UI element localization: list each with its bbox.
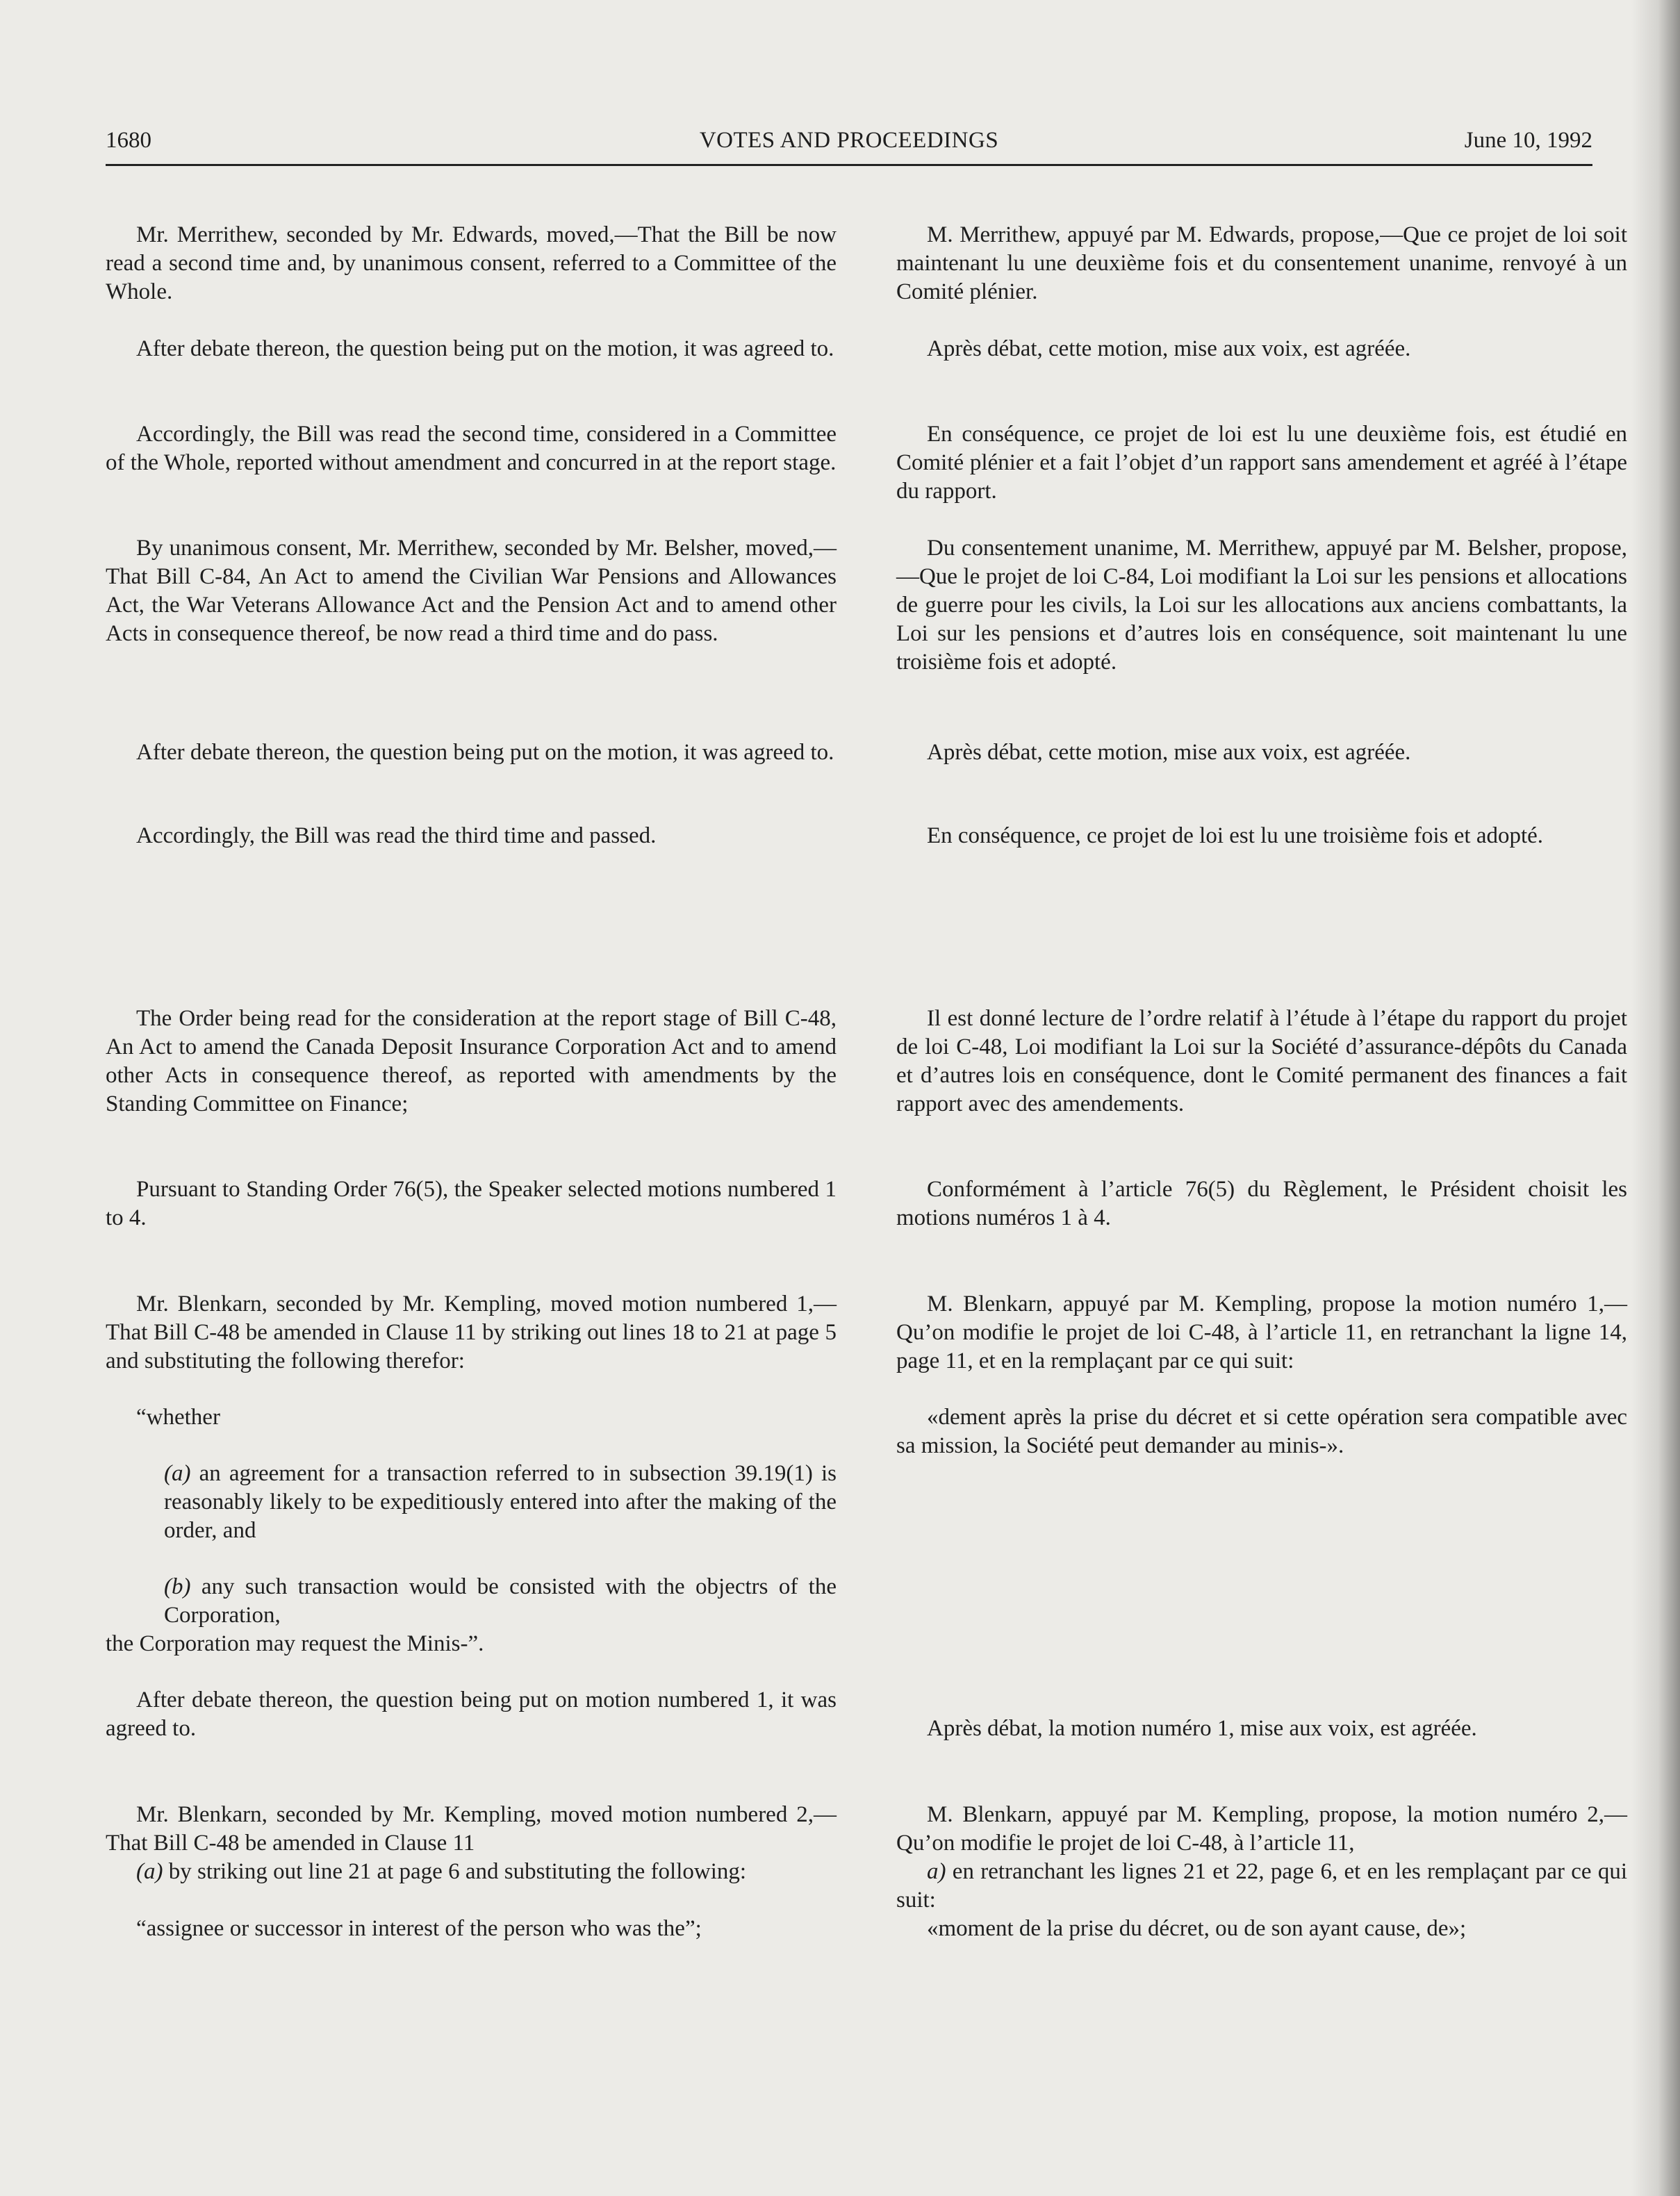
fr-item-a — [896, 1858, 1627, 1915]
fr-paragraph-7: Il est donné lecture de l’ordre relatif à l’étude à l’étape du rapport du projet de loi C-48, Loi modifiant la Loi sur la Société d’assurance-dépôts du Canada et d’autres lois en conséquence, dont le Comité permanent des finances a fait rapport avec des amendements. — [896, 1006, 1627, 1116]
en-paragraph-14: After debate thereon, the question being put on motion numbered 1, it was agreed to. — [106, 1687, 837, 1741]
en-subitem-b — [164, 1573, 837, 1630]
en-paragraph-6: Accordingly, the Bill was read the third time and passed. — [136, 823, 657, 848]
fr-item-a-text: en retranchant les lignes 21 et 22, page 6, et en les remplaçant par ce qui suit: — [896, 1859, 1628, 1913]
en-paragraph-4: By unanimous consent, Mr. Merrithew, seconded by Mr. Belsher, moved,—That Bill C-84, An Act to amend the Civilian War Pensions and Allowances Act, the War Veterans Allowance Act and the Pension Act and to amend other Acts in consequence thereof, be now read a third time and do pass. — [106, 536, 837, 646]
fr-paragraph-11: Après débat, la motion numéro 1, mise aux voix, est agréée. — [927, 1716, 1477, 1741]
en-item-a-label: (a) — [136, 1859, 163, 1884]
fr-item-a-label: a) — [927, 1859, 946, 1884]
en-subitem-a-text: an agreement for a transaction referred to in subsection 39.19(1) is reasonably likely to be expeditiously entered into after the making of the order, and — [164, 1461, 837, 1543]
fr-paragraph-12: M. Blenkarn, appuyé par M. Kempling, propose, la motion numéro 2,—Qu’on modifie le projet de loi C-48, à l’article 11, — [896, 1802, 1627, 1856]
fr-paragraph-5: Après débat, cette motion, mise aux voix, est agréée. — [927, 740, 1411, 765]
running-title: VOTES AND PROCEEDINGS — [699, 128, 999, 153]
en-paragraph-2: After debate thereon, the question being put on the motion, it was agreed to. — [136, 336, 834, 361]
fr-paragraph-14: «moment de la prise du décret, ou de son ayant cause, de»; — [927, 1916, 1467, 1941]
fr-paragraph-6: En conséquence, ce projet de loi est lu une troisième fois et adopté. — [927, 823, 1544, 848]
en-subitem-a-label: (a) — [164, 1461, 191, 1486]
fr-paragraph-8: Conformément à l’article 76(5) du Règlement, le Président choisit les motions numéros 1 à 4. — [896, 1177, 1627, 1230]
fr-paragraph-4: Du consentement unanime, M. Merrithew, appuyé par M. Belsher, propose,—Que le projet de loi C-84, Loi modifiant la Loi sur les pensions et allocations de guerre pour les civils, la Loi sur les allocations aux anciens combattants, la Loi sur les pensions et d’autres lois en conséquence, soit maintenant lu une troisième fois et adopté. — [896, 536, 1627, 675]
fr-paragraph-10: «dement après la prise du décret et si cette opération sera compatible avec sa mission, la Société peut demander au minis-». — [896, 1405, 1627, 1458]
en-paragraph-17: “assignee or successor in interest of the person who was the”; — [136, 1916, 702, 1941]
en-paragraph-15: Mr. Blenkarn, seconded by Mr. Kempling, moved motion numbered 2,—That Bill C-48 be amended in Clause 11 — [106, 1802, 837, 1856]
en-paragraph-10: “whether — [136, 1405, 220, 1430]
en-paragraph-5: After debate thereon, the question being put on the motion, it was agreed to. — [136, 740, 834, 765]
en-paragraph-13: the Corporation may request the Minis-”. — [106, 1631, 484, 1656]
fr-paragraph-2: Après débat, cette motion, mise aux voix, est agréée. — [927, 336, 1411, 361]
page-header — [106, 125, 1592, 166]
en-paragraph-3: Accordingly, the Bill was read the second time, considered in a Committee of the Whole, reported without amendment and concurred in at the report stage. — [106, 422, 837, 475]
en-subitem-b-label: (b) — [164, 1574, 191, 1599]
fr-paragraph-3: En conséquence, ce projet de loi est lu une deuxième fois, est étudié en Comité plénier et a fait l’objet d’un rapport sans amendement et agréé à l’étape du rapport. — [896, 422, 1627, 504]
en-paragraph-7: The Order being read for the consideration at the report stage of Bill C-48, An Act to amend the Canada Deposit Insurance Corporation Act and to amend other Acts in consequence thereof, as reported with amendments by the Standing Committee on Finance; — [106, 1006, 837, 1116]
en-paragraph-8: Pursuant to Standing Order 76(5), the Speaker selected motions numbered 1 to 4. — [106, 1177, 837, 1230]
en-item-a — [106, 1858, 837, 1886]
en-paragraph-1: Mr. Merrithew, seconded by Mr. Edwards, moved,—That the Bill be now read a second time and, by unanimous consent, referred to a Committee of the Whole. — [106, 222, 837, 304]
en-item-a-text: by striking out line 21 at page 6 and substituting the following: — [168, 1859, 747, 1884]
en-subitem-a — [164, 1460, 837, 1545]
fr-paragraph-9: M. Blenkarn, appuyé par M. Kempling, propose la motion numéro 1,—Qu’on modifie le projet de loi C-48, à l’article 11, en retranchant la ligne 14, page 11, et en la remplaçant par ce qui suit: — [896, 1291, 1627, 1373]
page-edge-shadow — [1631, 0, 1680, 2196]
en-paragraph-9: Mr. Blenkarn, seconded by Mr. Kempling, moved motion numbered 1,—That Bill C-48 be amended in Clause 11 by striking out lines 18 to 21 at page 5 and substituting the following therefor: — [106, 1291, 837, 1373]
page-date: June 10, 1992 — [1464, 128, 1592, 153]
page-number: 1680 — [106, 128, 151, 153]
fr-paragraph-1: M. Merrithew, appuyé par M. Edwards, propose,—Que ce projet de loi soit maintenant lu une deuxième fois et du consentement unanime, renvoyé à un Comité plénier. — [896, 222, 1627, 304]
en-subitem-b-text: any such transaction would be consisted with the objectrs of the Corporation, — [164, 1574, 837, 1628]
